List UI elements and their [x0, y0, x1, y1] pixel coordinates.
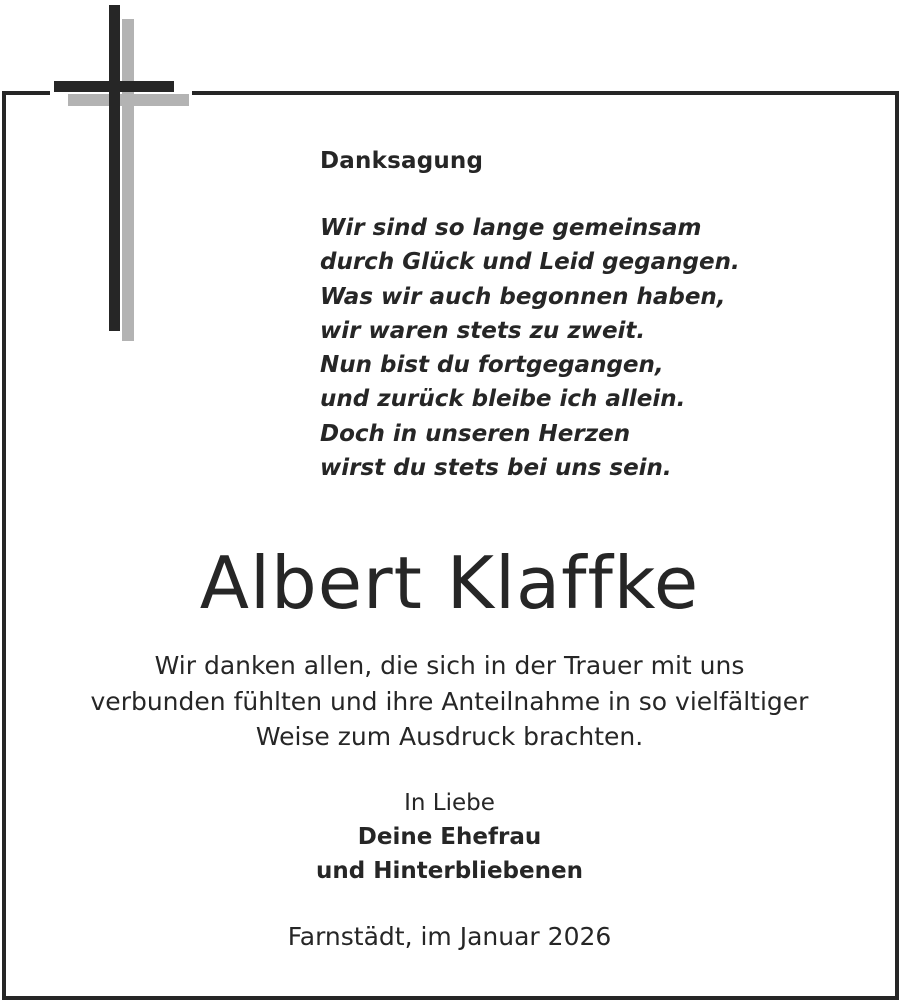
- cross-shadow-horizontal: [68, 94, 189, 106]
- thanks-line: verbunden fühlten und ihre Anteilnahme in so vielfältiger: [90, 686, 809, 716]
- poem-line: durch Glück und Leid gegangen.: [320, 249, 740, 276]
- cross-horizontal: [54, 81, 174, 92]
- place-and-date: Farnstädt, im Januar 2026: [287, 922, 612, 951]
- signoff: [0, 786, 899, 888]
- signoff-relatives: und Hinterbliebenen: [316, 858, 583, 884]
- poem-line: wirst du stets bei uns sein.: [320, 455, 672, 482]
- cross-shadow-vertical: [122, 19, 134, 341]
- poem-line: und zurück bleibe ich allein.: [320, 386, 686, 413]
- poem-line: Was wir auch begonnen haben,: [320, 283, 726, 310]
- signoff-family: Deine Ehefrau: [357, 824, 542, 850]
- poem: [320, 211, 740, 485]
- poem-line: Wir sind so lange gemeinsam: [320, 215, 702, 241]
- poem-line: Nun bist du fortgegangen,: [320, 352, 664, 379]
- poem-line: Doch in unseren Herzen: [320, 420, 631, 447]
- thanks-text: [30, 648, 869, 755]
- thanks-line: Wir danken allen, die sich in der Trauer mit uns: [154, 651, 745, 680]
- signoff-intro: In Liebe: [404, 790, 495, 816]
- deceased-name: Albert Klaffke: [199, 541, 700, 625]
- cross-vertical: [109, 5, 120, 331]
- poem-line: wir waren stets zu zweit.: [320, 317, 646, 344]
- notice-heading: Danksagung: [320, 148, 484, 174]
- thanks-line: Weise zum Ausdruck brachten.: [255, 722, 644, 751]
